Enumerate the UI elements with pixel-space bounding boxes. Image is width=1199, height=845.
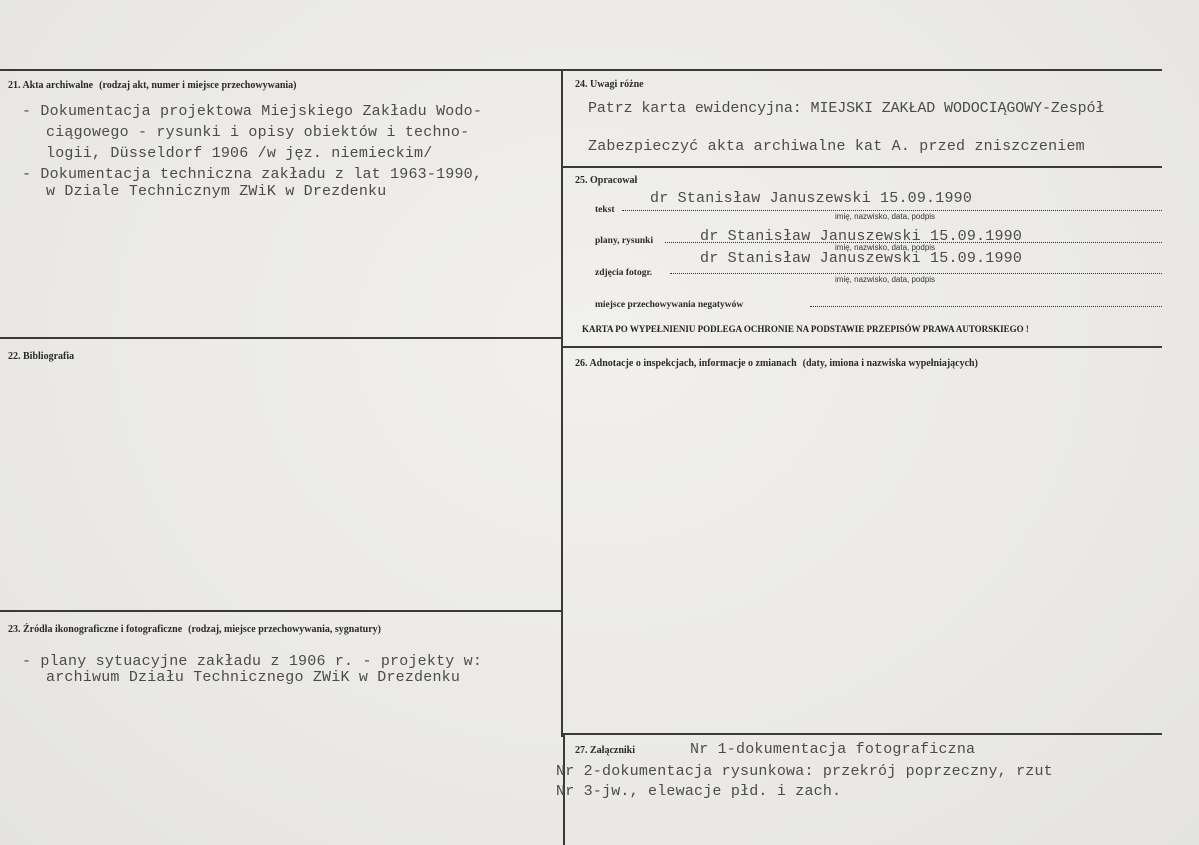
top-rule bbox=[0, 69, 1162, 71]
right-rule-27 bbox=[562, 733, 1162, 735]
section-23-line-1: - plany sytuacyjne zakładu z 1906 r. - projekty w: bbox=[22, 653, 483, 670]
section-21-header bbox=[8, 80, 296, 91]
section-24-line-1: Patrz karta ewidencyjna: MIEJSKI ZAKŁAD WODOCIĄGOWY-Zespół bbox=[588, 100, 1105, 117]
section-27-line-1: Nr 1-dokumentacja fotograficzna bbox=[690, 741, 976, 758]
plany-caption: imię, nazwisko, data, podpis bbox=[835, 243, 936, 252]
section-21-subtitle: (rodzaj akt, numer i miejsce przechowywania) bbox=[99, 80, 297, 91]
left-rule-22 bbox=[0, 337, 562, 339]
section-23-subtitle: (rodzaj, miejsce przechowywania, sygnatury) bbox=[188, 624, 381, 635]
section-24-line-2: Zabezpieczyć akta archiwalne kat A. przed zniszczeniem bbox=[588, 138, 1085, 155]
right-rule-25 bbox=[562, 166, 1162, 168]
section-26-subtitle: (daty, imiona i nazwiska wypełniających) bbox=[802, 358, 978, 369]
center-divider bbox=[561, 69, 563, 737]
section-23-title: 23. Źródła ikonograficzne i fotograficzne bbox=[8, 624, 183, 635]
section-27-header: 27. Załączniki bbox=[575, 745, 636, 756]
section-21-line-5: w Dziale Technicznym ZWiK w Drezdenku bbox=[46, 183, 387, 200]
section-25-header: 25. Opracował bbox=[575, 175, 638, 186]
miejsce-label: miejsce przechowywania negatywów bbox=[595, 300, 744, 310]
section-21-line-4: - Dokumentacja techniczna zakładu z lat 1963-1990, bbox=[22, 166, 483, 183]
tekst-caption: imię, nazwisko, data, podpis bbox=[835, 212, 936, 221]
section-21-line-3: logii, Düsseldorf 1906 /w jęz. niemieckim/ bbox=[46, 145, 433, 162]
plany-label: plany, rysunki bbox=[595, 236, 654, 246]
section-23-line-2: archiwum Działu Technicznego ZWiK w Drezdenku bbox=[46, 669, 461, 686]
miejsce-dotted-line bbox=[810, 306, 1162, 307]
tekst-dotted-line bbox=[622, 210, 1162, 211]
zdjecia-label: zdjęcia fotogr. bbox=[595, 268, 653, 278]
section-26-header bbox=[575, 358, 978, 369]
section-24-header: 24. Uwagi różne bbox=[575, 79, 644, 90]
copyright-notice: KARTA PO WYPEŁNIENIU PODLEGA OCHRONIE NA PODSTAWIE PRZEPISÓW PRAWA AUTORSKIEGO ! bbox=[582, 324, 1029, 334]
zdjecia-value: dr Stanisław Januszewski 15.09.1990 bbox=[700, 250, 1023, 267]
section-27-line-3: Nr 3-jw., elewacje płd. i zach. bbox=[556, 783, 842, 800]
section-21-line-2: ciągowego - rysunki i opisy obiektów i techno- bbox=[46, 124, 470, 141]
section-26-title: 26. Adnotacje o inspekcjach, informacje o zmianach bbox=[575, 358, 797, 369]
plany-value: dr Stanisław Januszewski 15.09.1990 bbox=[700, 228, 1023, 245]
section-23-header bbox=[8, 624, 381, 635]
tekst-label: tekst bbox=[595, 205, 615, 215]
section-22-header: 22. Bibliografia bbox=[8, 351, 75, 362]
left-rule-23 bbox=[0, 610, 562, 612]
section-27-line-2: Nr 2-dokumentacja rysunkowa: przekrój poprzeczny, rzut bbox=[556, 763, 1053, 780]
zdjecia-dotted-line bbox=[670, 273, 1162, 274]
zdjecia-caption: imię, nazwisko, data, podpis bbox=[835, 275, 936, 284]
section-21-line-1: - Dokumentacja projektowa Miejskiego Zakładu Wodo- bbox=[22, 103, 483, 120]
tekst-value: dr Stanisław Januszewski 15.09.1990 bbox=[650, 190, 973, 207]
section-21-title: 21. Akta archiwalne bbox=[8, 80, 94, 91]
right-rule-26 bbox=[562, 346, 1162, 348]
